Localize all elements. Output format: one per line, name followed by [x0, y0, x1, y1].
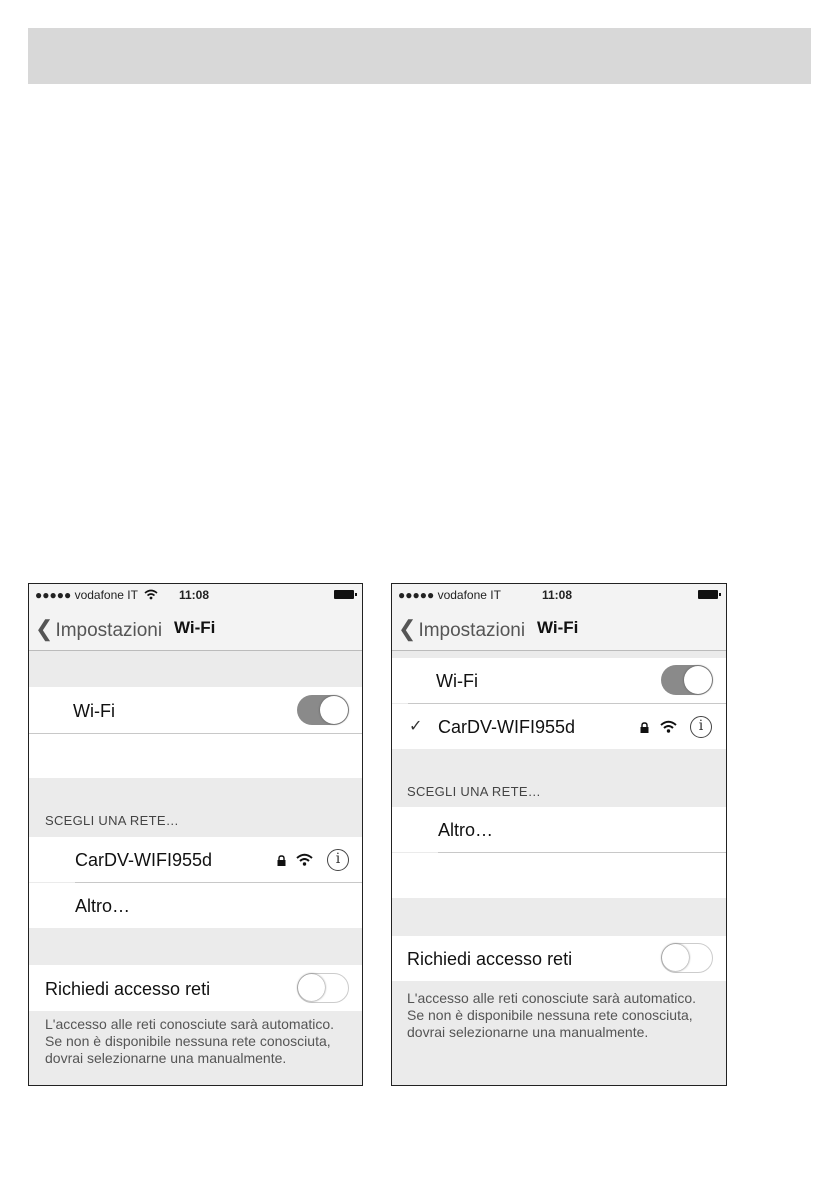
- lock-icon: [277, 855, 286, 866]
- wifi-toggle-row[interactable]: [392, 658, 726, 703]
- section-header-choose-network: SCEGLI UNA RETE…: [45, 813, 180, 828]
- blank-row: [392, 853, 726, 898]
- toggle-knob: [662, 944, 689, 971]
- back-button[interactable]: ❮ Impostazioni: [35, 616, 163, 641]
- nav-bar: [392, 606, 726, 651]
- phone-screenshot-left: [28, 583, 363, 1086]
- wifi-label: Wi-Fi: [73, 701, 115, 721]
- network-name: CarDV-WIFI955d: [75, 850, 213, 870]
- chevron-left-icon: ❮: [35, 616, 54, 641]
- ask-join-row[interactable]: [392, 936, 726, 981]
- chevron-left-icon: ❮: [398, 616, 417, 641]
- info-icon[interactable]: i: [690, 716, 712, 738]
- status-bar: [29, 584, 362, 606]
- wifi-toggle[interactable]: [297, 695, 349, 725]
- carrier: ●●●●● vodafone IT: [398, 588, 501, 602]
- ask-join-toggle[interactable]: [661, 943, 713, 973]
- connected-network-row[interactable]: [392, 704, 726, 749]
- wifi-signal-icon: [660, 720, 677, 733]
- other-label: Altro…: [75, 896, 131, 916]
- clock: 11:08: [179, 588, 210, 602]
- back-button[interactable]: ❮ Impostazioni: [398, 616, 526, 641]
- battery-icon: [698, 590, 718, 599]
- network-name: CarDV-WIFI955d: [438, 717, 576, 737]
- ask-join-label: Richiedi accesso reti: [407, 949, 573, 969]
- other-network-row[interactable]: [392, 807, 726, 852]
- wifi-signal-icon: [296, 853, 313, 866]
- footer-note: L'accesso alle reti conosciute sarà automatico. Se non è disponibile nessuna rete conosciuta, dovrai selezionarne una manualmente.: [45, 1016, 335, 1066]
- wifi-status-icon: [144, 589, 158, 600]
- ask-join-row[interactable]: [29, 965, 362, 1011]
- toggle-knob: [684, 666, 712, 694]
- ask-join-toggle[interactable]: [297, 973, 349, 1003]
- wifi-label: Wi-Fi: [436, 671, 478, 691]
- status-bar: [392, 584, 726, 606]
- other-network-row[interactable]: [29, 883, 362, 928]
- toggle-knob: [298, 974, 325, 1001]
- carrier: ●●●●● vodafone IT: [35, 588, 158, 602]
- lock-icon: [640, 722, 649, 733]
- info-icon[interactable]: i: [327, 849, 349, 871]
- battery-icon: [334, 590, 354, 599]
- section-header-choose-network: SCEGLI UNA RETE…: [407, 784, 542, 799]
- other-label: Altro…: [438, 820, 494, 840]
- clock: 11:08: [542, 588, 573, 602]
- wifi-toggle-row[interactable]: [29, 687, 362, 733]
- header-band: [28, 28, 811, 84]
- ask-join-label: Richiedi accesso reti: [45, 979, 211, 999]
- checkmark-icon: ✓: [409, 718, 423, 735]
- toggle-knob: [320, 696, 348, 724]
- footer-note: L'accesso alle reti conosciute sarà automatico. Se non è disponibile nessuna rete conosciuta, dovrai selezionarne una manualmente.: [407, 990, 697, 1040]
- nav-bar: [29, 606, 362, 651]
- page-title: Wi-Fi: [174, 618, 216, 637]
- phone-screenshot-right: [391, 583, 727, 1086]
- page-title: Wi-Fi: [537, 618, 579, 637]
- blank-row: [29, 734, 362, 778]
- wifi-toggle[interactable]: [661, 665, 713, 695]
- network-row[interactable]: [29, 837, 362, 882]
